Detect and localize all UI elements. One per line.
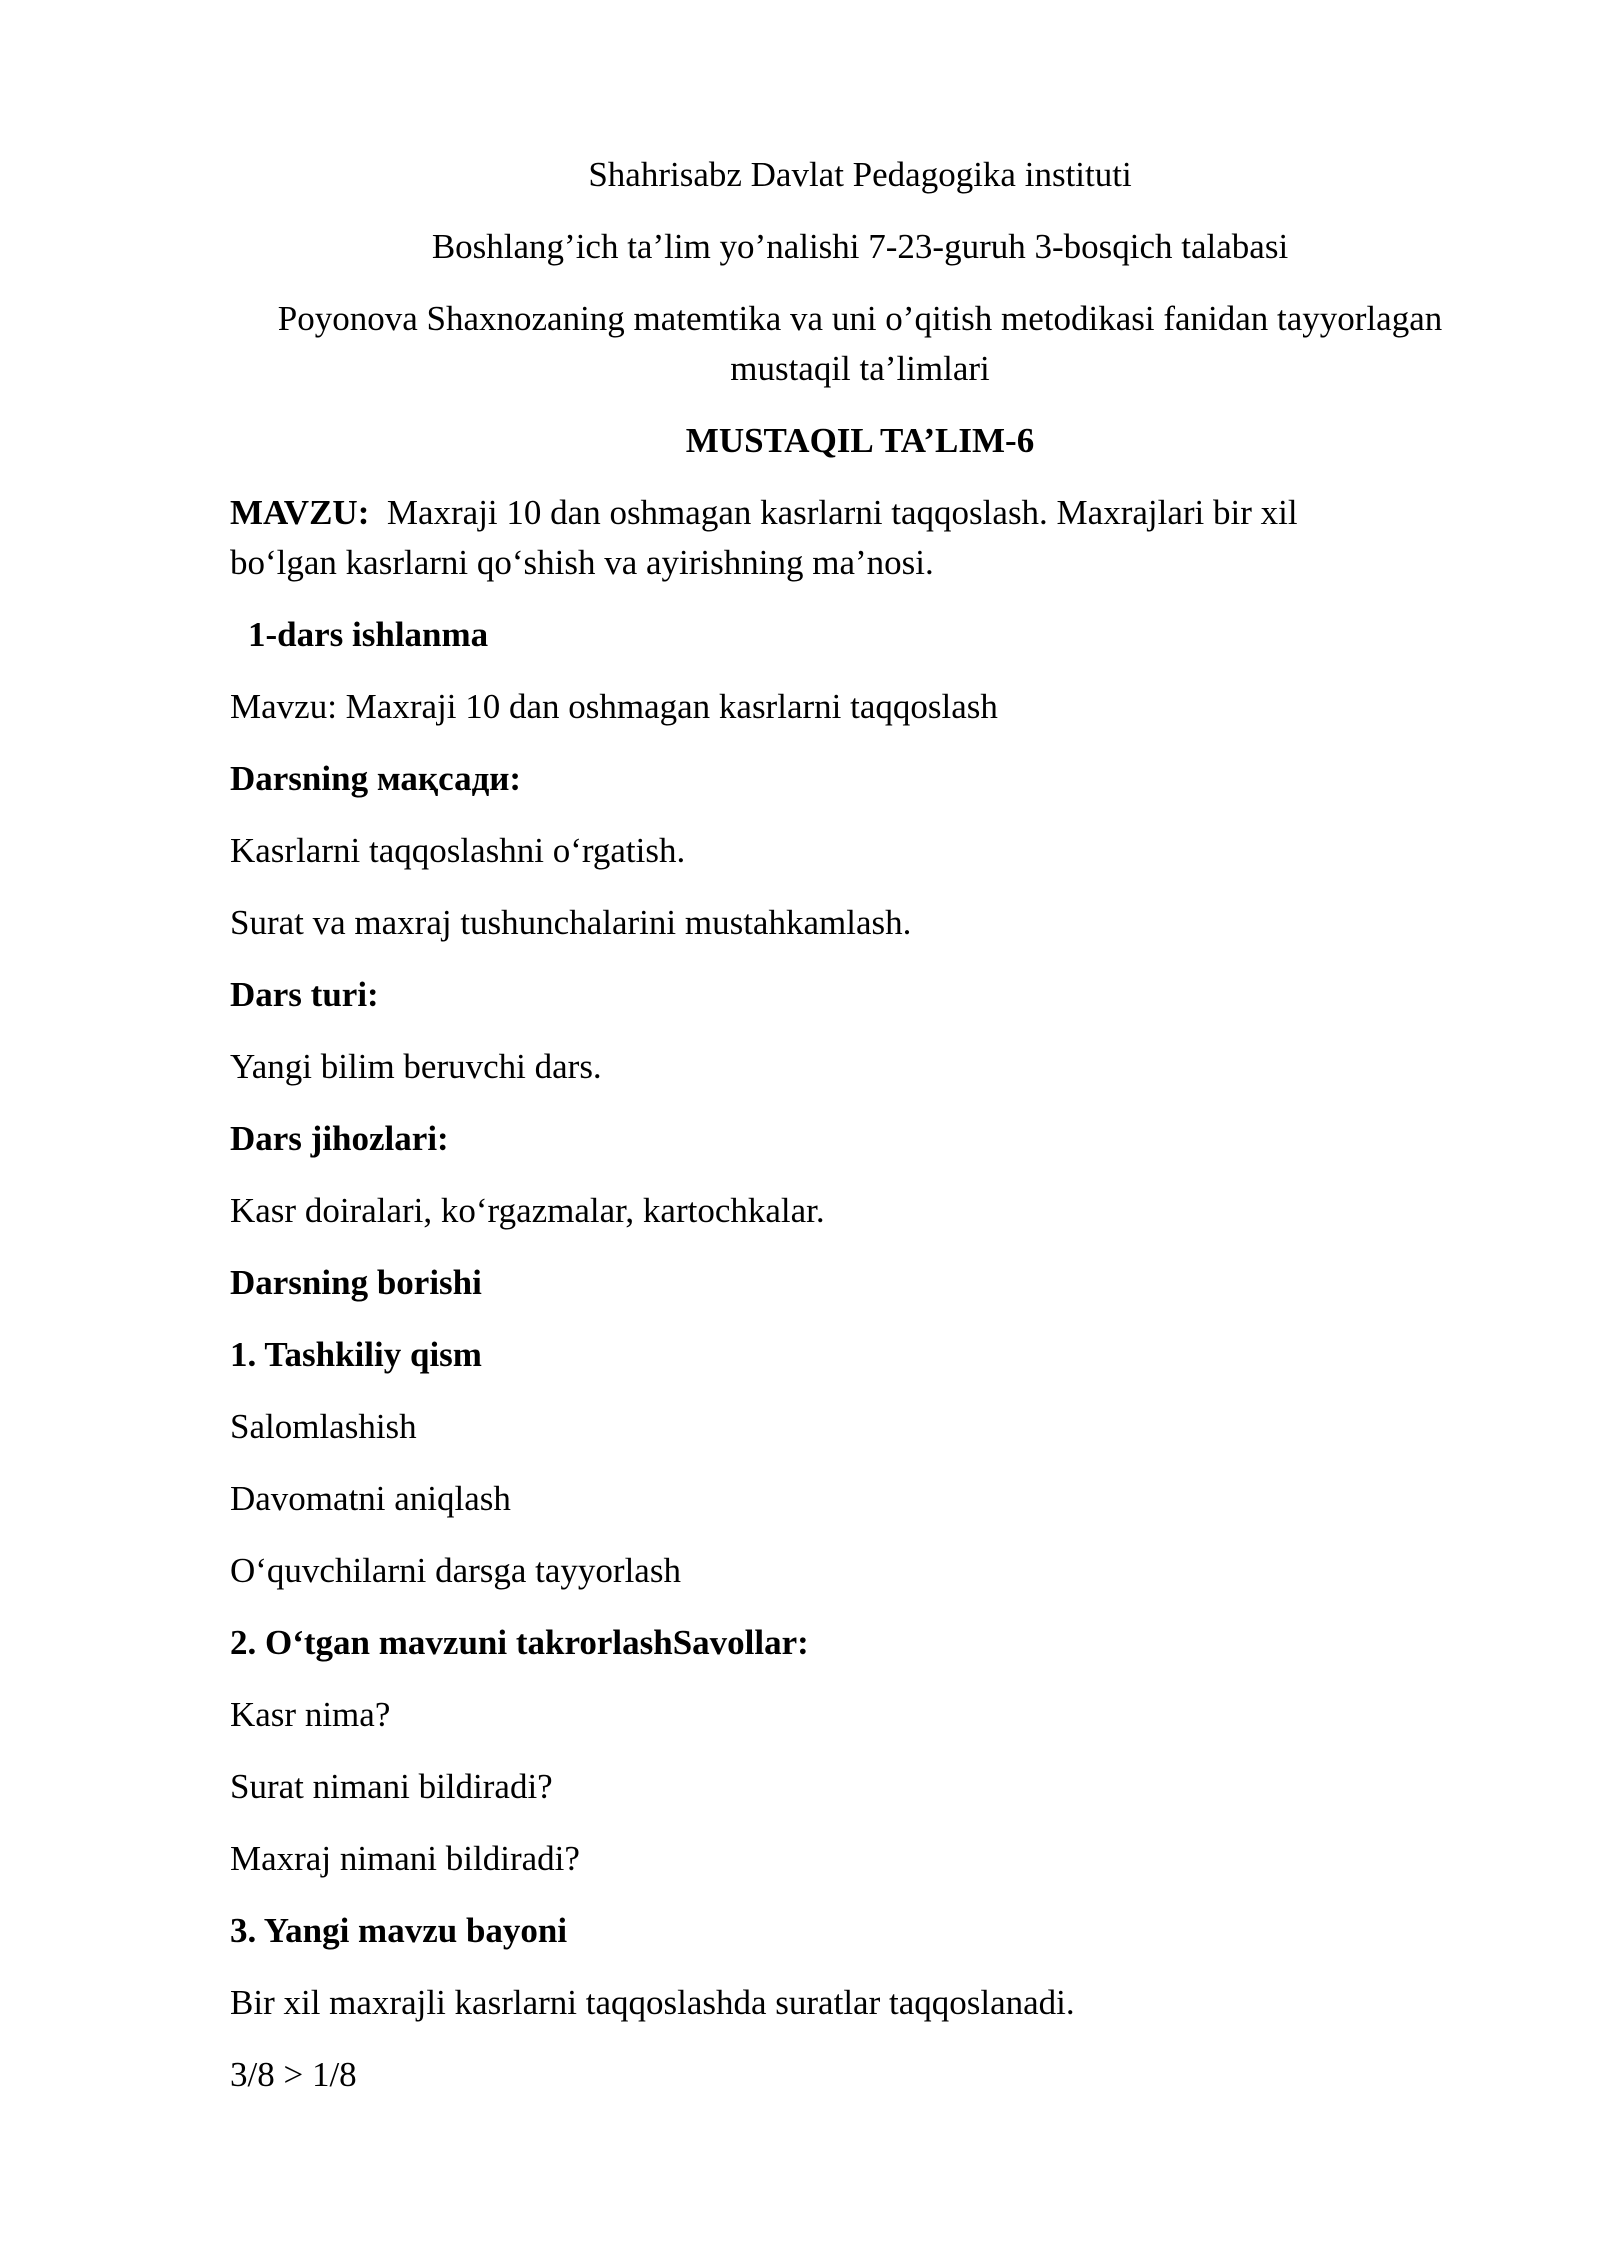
step2-question: Surat nimani bildiradi? bbox=[230, 1767, 553, 1806]
step3-heading: 3. Yangi mavzu bayoni bbox=[230, 1911, 568, 1950]
lesson-subject: Mavzu: Maxraji 10 dan oshmagan kasrlarni taqqoslash bbox=[230, 687, 998, 726]
step1-heading: 1. Tashkiliy qism bbox=[230, 1335, 482, 1374]
step2-question: Kasr nima? bbox=[230, 1695, 391, 1734]
author-line-2: mustaqil ta’limlari bbox=[730, 349, 990, 388]
topic-label: MAVZU: bbox=[230, 493, 370, 532]
topic-line-1 bbox=[230, 488, 1298, 538]
goal-item: Kasrlarni taqqoslashni o‘rgatish. bbox=[230, 831, 686, 870]
document-title: MUSTAQIL TA’LIM-6 bbox=[685, 421, 1035, 460]
step3-text: Bir xil maxrajli kasrlarni taqqoslashda suratlar taqqoslanadi. bbox=[230, 1983, 1075, 2022]
student-group: Boshlang’ich ta’lim yo’nalishi 7-23-guruh 3-bosqich talabasi bbox=[431, 227, 1289, 266]
process-heading: Darsning borishi bbox=[230, 1263, 482, 1302]
step1-item: Davomatni aniqlash bbox=[230, 1479, 511, 1518]
topic-line-2: bo‘lgan kasrlarni qo‘shish va ayirishning ma’nosi. bbox=[230, 543, 934, 582]
topic-text-1: Maxraji 10 dan oshmagan kasrlarni taqqoslash. Maxrajlari bir xil bbox=[386, 493, 1298, 532]
step1-item: O‘quvchilarni darsga tayyorlash bbox=[230, 1551, 681, 1590]
goal-heading: Darsning мақсади: bbox=[230, 759, 522, 798]
lesson-heading: 1-dars ishlanma bbox=[248, 615, 489, 654]
step2-question: Maxraj nimani bildiradi? bbox=[230, 1839, 580, 1878]
step2-heading: 2. O‘tgan mavzuni takrorlashSavollar: bbox=[230, 1623, 809, 1662]
institute-name: Shahrisabz Davlat Pedagogika instituti bbox=[588, 155, 1132, 194]
goal-item: Surat va maxraj tushunchalarini mustahkamlash. bbox=[230, 903, 912, 942]
lesson-type-value: Yangi bilim beruvchi dars. bbox=[230, 1047, 602, 1086]
equipment-value: Kasr doiralari, ko‘rgazmalar, kartochkalar. bbox=[230, 1191, 825, 1230]
equipment-heading: Dars jihozlari: bbox=[230, 1119, 449, 1158]
step1-item: Salomlashish bbox=[230, 1407, 417, 1446]
fraction-example: 3/8 > 1/8 bbox=[230, 2055, 357, 2094]
lesson-type-heading: Dars turi: bbox=[230, 975, 379, 1014]
author-line-1: Poyonova Shaxnozaning matemtika va uni o’qitish metodikasi fanidan tayyorlagan bbox=[277, 299, 1443, 338]
